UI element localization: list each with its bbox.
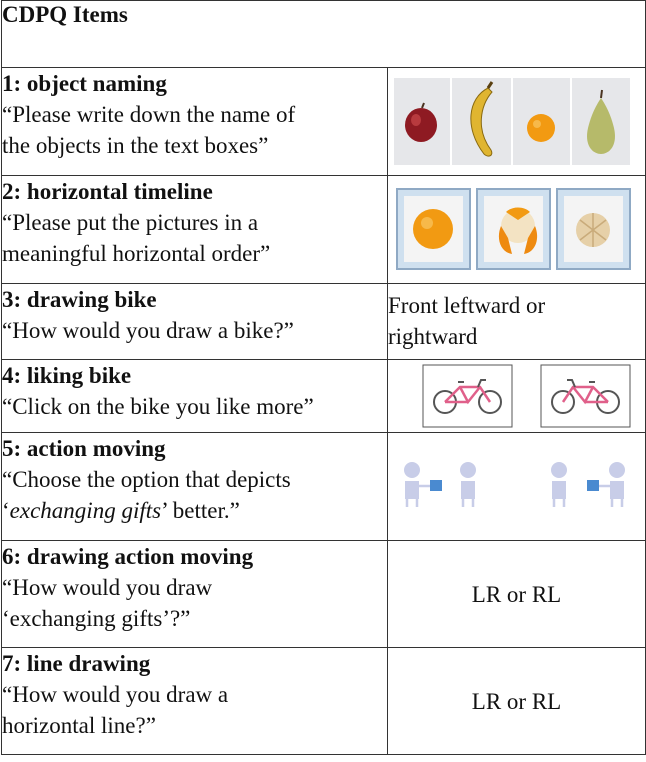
exchange-right-to-left-icon[interactable] xyxy=(551,462,625,507)
item-figure-cell xyxy=(388,68,646,176)
timeline-images xyxy=(388,176,646,283)
item-cell xyxy=(2,648,388,755)
item-answer-cell: LR or RL xyxy=(388,541,646,648)
item-question-line: “Click on the bike you like more” xyxy=(2,394,314,419)
item-answer-line: Front leftward or xyxy=(388,293,546,318)
table-row xyxy=(2,541,646,648)
item-cell xyxy=(2,68,388,176)
half-peeled-orange-icon xyxy=(477,189,550,269)
item-title: 2: horizontal timeline xyxy=(2,179,213,204)
table-header-row xyxy=(2,1,646,68)
item-title: 6: drawing action moving xyxy=(2,544,254,569)
item-question-line: “How would you draw a bike?” xyxy=(2,318,294,343)
item-cell xyxy=(2,284,388,360)
item-figure-cell xyxy=(388,433,646,541)
quote-close: ’ better.” xyxy=(161,498,240,523)
item-question-line: “How would you draw a xyxy=(2,682,229,707)
item-question-line: meaningful horizontal order” xyxy=(2,241,271,266)
orange-icon xyxy=(527,114,555,142)
item-cell xyxy=(2,176,388,284)
item-cell xyxy=(2,541,388,648)
action-figures xyxy=(388,433,646,540)
table-row xyxy=(2,360,646,433)
item-title: 3: drawing bike xyxy=(2,287,157,312)
item-answer-line: rightward xyxy=(388,324,478,349)
item-answer-cell: LR or RL xyxy=(388,648,646,755)
item-question-line: “Choose the option that depicts xyxy=(2,467,291,492)
item-title: 1: object naming xyxy=(2,71,167,96)
item-question-line: horizontal line?” xyxy=(2,713,156,738)
table-title: CDPQ Items xyxy=(2,1,646,68)
item-title: 4: liking bike xyxy=(2,363,132,388)
quote-open: ‘ xyxy=(2,498,10,523)
fruit-images xyxy=(388,68,646,175)
table-row xyxy=(2,68,646,176)
table-row xyxy=(2,433,646,541)
item-answer-cell xyxy=(388,284,646,360)
item-question-line: “Please put the pictures in a xyxy=(2,210,259,235)
whole-orange-icon xyxy=(397,189,470,269)
exchange-left-to-right-icon[interactable] xyxy=(404,462,476,507)
item-question-line: the objects in the text boxes” xyxy=(2,133,269,158)
bike-right-icon[interactable] xyxy=(541,365,630,427)
item-figure-cell xyxy=(388,176,646,284)
item-question-line: ‘exchanging gifts’?” xyxy=(2,606,191,631)
item-question-line: “Please write down the name of xyxy=(2,102,296,127)
item-cell xyxy=(2,433,388,541)
item-title: 7: line drawing xyxy=(2,651,151,676)
table-row xyxy=(2,176,646,284)
table-row xyxy=(2,648,646,755)
item-figure-cell xyxy=(388,360,646,433)
bike-left-icon[interactable] xyxy=(423,365,512,427)
item-question-italic: exchanging gifts xyxy=(9,498,162,523)
bike-images xyxy=(388,360,646,432)
peeled-orange-icon xyxy=(557,189,630,269)
table-row xyxy=(2,284,646,360)
item-cell xyxy=(2,360,388,433)
cdpq-table xyxy=(1,0,646,755)
item-question-line: “How would you draw xyxy=(2,575,213,600)
item-title: 5: action moving xyxy=(2,436,166,461)
item-question-line xyxy=(2,495,387,526)
